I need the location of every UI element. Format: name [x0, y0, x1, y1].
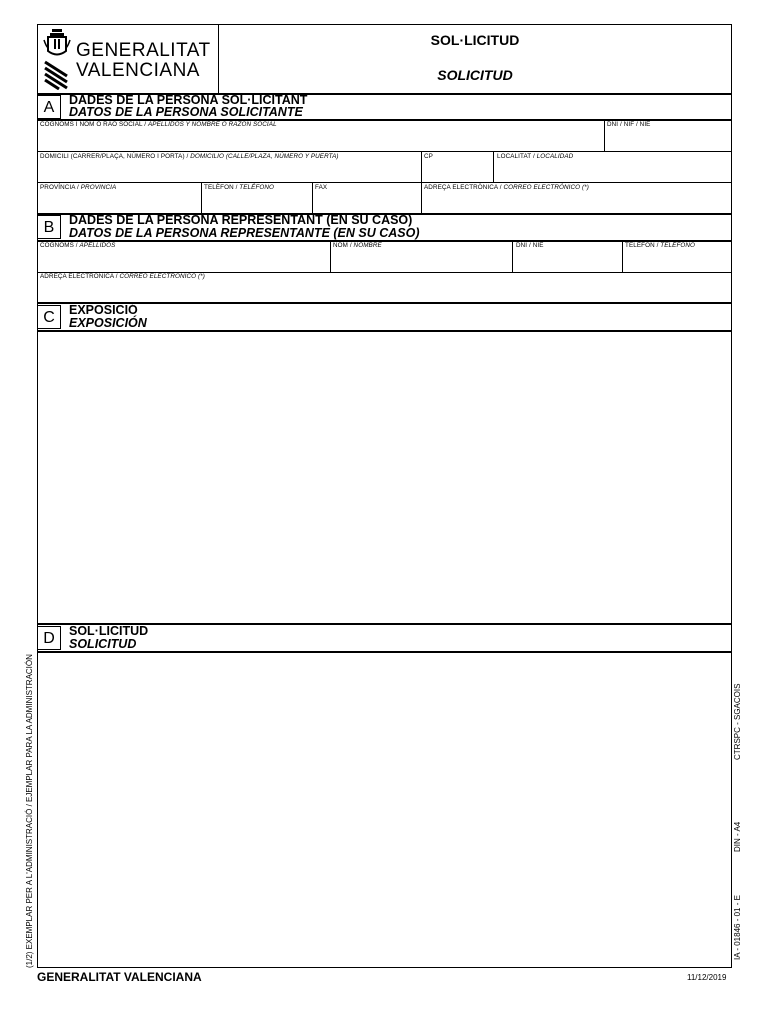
label-es: PROVINCIA [80, 184, 117, 191]
field-b-cognoms-input[interactable] [38, 250, 329, 271]
right-margin-code-2: DIN - A4 [733, 821, 742, 852]
field-telefon-label [204, 184, 274, 192]
label-es: NOMBRE [353, 242, 382, 249]
label-val: DOMICILI (CARRER/PLAÇA, NÚMERO I PORTA) / [40, 153, 191, 160]
section-a-letter: A [37, 95, 61, 119]
section-b-title-es: DATOS DE LA PERSONA REPRESENTANTE (EN SU CASO) [69, 226, 420, 240]
field-adreca-input[interactable] [422, 192, 731, 213]
field-cp-input[interactable] [422, 161, 492, 181]
label-val: TELÈFON / [204, 184, 240, 191]
field-cognoms-nom-input[interactable] [38, 129, 603, 150]
field-cognoms-nom-label [40, 121, 277, 129]
field-domicili-input[interactable] [38, 161, 420, 181]
label-val: NOM / [333, 242, 354, 249]
label-es: APELLIDOS Y NOMBRE O RAZÓN SOCIAL [147, 121, 277, 128]
field-telefon-input[interactable] [202, 192, 311, 213]
form-title-valencian: SOL·LICITUD [430, 32, 520, 48]
right-margin-code-1: CTRSPC - SGACOIS [733, 683, 742, 760]
field-dni-input[interactable] [605, 129, 731, 150]
label-es: TELÉFONO [660, 242, 696, 249]
label-es: APELLIDOS [79, 242, 116, 249]
label-val: ADREÇA ELECTRÒNICA / [40, 273, 120, 280]
section-d-title-es: SOLICITUD [69, 637, 137, 651]
field-adreca-label [424, 184, 589, 192]
generalitat-emblem-icon [42, 28, 72, 90]
label-es: DOMICILIO (CALLE/PLAZA, NÚMERO Y PUERTA) [190, 153, 339, 160]
section-c-letter: C [37, 305, 61, 329]
form-title-spanish: SOLICITUD [437, 67, 513, 83]
label-val: COGNOMS / [40, 242, 80, 249]
section-a-title-val: DADES DE LA PERSONA SOL·LICITANT [69, 93, 308, 107]
field-fax-input[interactable] [313, 192, 420, 213]
label-val: PROVÍNCIA / [40, 184, 81, 191]
field-provincia-label [40, 184, 116, 192]
section-c-title-val: EXPOSICIÓ [69, 303, 138, 317]
solicitud-textarea[interactable] [37, 652, 732, 968]
field-b-nom-label [333, 242, 382, 250]
field-b-cognoms-label [40, 242, 115, 250]
label-val: COGNOMS I NOM O RAÓ SOCIAL / [40, 121, 148, 128]
footer-organization: GENERALITAT VALENCIANA [37, 970, 202, 984]
field-b-dni-input[interactable] [513, 250, 621, 271]
field-domicili-label [40, 153, 339, 161]
field-b-adreca-label [40, 273, 205, 281]
field-localitat-label [497, 153, 573, 161]
exposicio-textarea[interactable] [37, 331, 732, 624]
section-d-title-val: SOL·LICITUD [69, 624, 149, 638]
label-val: TELÈFON / [625, 242, 661, 249]
divider [37, 182, 732, 183]
section-a-title-es: DATOS DE LA PERSONA SOLICITANTE [69, 105, 303, 119]
generalitat-logo [42, 28, 72, 90]
field-dni-label: DNI / NIF / NIE [607, 121, 651, 128]
section-b-title-val: DADES DE LA PERSONA REPRESENTANT (EN SU CASO) [69, 213, 413, 227]
label-es: CORREO ELECTRÓNICO (*) [119, 273, 205, 280]
label-val: LOCALITAT / [497, 153, 537, 160]
field-b-telefon-input[interactable] [623, 250, 731, 271]
label-val: ADREÇA ELECTRÒNICA / [424, 184, 504, 191]
divider [37, 151, 732, 152]
logo-line-1: GENERALITAT [76, 40, 211, 61]
logo-line-2: VALENCIANA [76, 60, 200, 81]
field-localitat-input[interactable] [494, 161, 731, 181]
footer-date: 11/12/2019 [687, 973, 727, 982]
field-b-adreca-input[interactable] [38, 281, 731, 302]
label-es: TELÉFONO [239, 184, 275, 191]
field-fax-label: FAX [315, 184, 328, 191]
section-b-letter: B [37, 215, 61, 239]
left-margin-copy-note: (1/2) EXEMPLAR PER A L'ADMINISTRACIÓ / EJEMPLAR PARA LA ADMINISTRACIÓN [25, 654, 34, 968]
section-c-title-es: EXPOSICIÓN [69, 316, 147, 330]
label-es: LOCALIDAD [536, 153, 574, 160]
field-cp-label: CP [424, 153, 433, 160]
field-b-dni-label: DNI / NIE [516, 242, 544, 249]
field-b-telefon-label [625, 242, 695, 250]
section-d-letter: D [37, 626, 61, 650]
label-es: CORREO ELECTRÓNICO (*) [503, 184, 589, 191]
right-margin-code-3: IA - 01846 - 01 - E [733, 895, 742, 960]
field-b-nom-input[interactable] [331, 250, 511, 271]
field-provincia-input[interactable] [38, 192, 200, 213]
